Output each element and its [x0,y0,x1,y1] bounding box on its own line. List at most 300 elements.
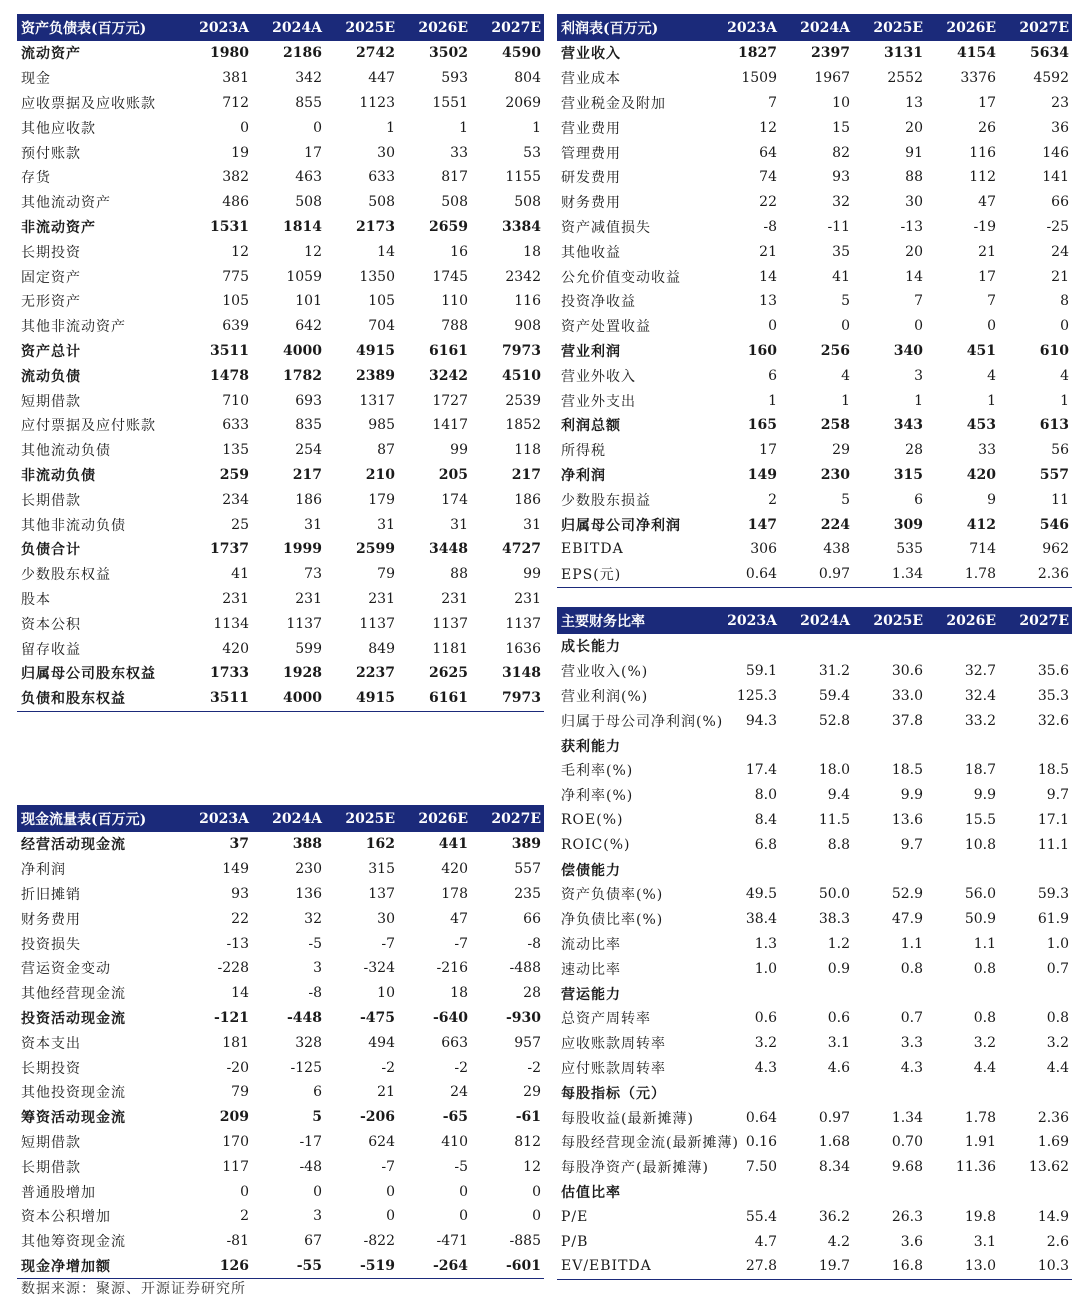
value-cell: 231 [441,590,468,607]
value-cell: 99 [523,566,541,583]
value-cell: 26 [978,119,996,136]
value-cell: 15 [832,119,850,136]
value-cell: -324 [363,960,395,977]
value-cell: -216 [436,960,468,977]
row-label: 营业外支出 [561,393,636,410]
value-cell: 4727 [502,541,541,558]
value-cell: 1.1 [900,935,923,952]
table-row [17,981,544,1006]
row-label: 投资活动现金流 [21,1010,126,1027]
value-cell: 0.97 [818,1109,850,1126]
value-cell: 1417 [432,417,468,434]
value-cell: 88 [905,169,923,186]
value-cell [780,981,853,1006]
table-row [17,931,544,956]
value-cell: 4915 [325,686,398,711]
value-cell: 258 [820,417,850,434]
value-cell: 0 [313,1183,322,1200]
row-label: ROE(%) [561,811,624,828]
value-cell: 254 [295,442,322,459]
table-row [557,1130,1072,1155]
row-label: 毛利率(%) [561,763,634,780]
value-cell: 22 [759,194,777,211]
value-cell: 8 [1060,293,1069,310]
value-cell: 10 [377,985,395,1002]
table-row [557,684,1072,709]
value-cell: 710 [222,392,249,409]
year-header: 2024A [780,607,853,634]
value-cell [999,1180,1072,1205]
value-cell [999,981,1072,1006]
value-cell: 93 [231,885,249,902]
value-cell: 1.1 [973,935,996,952]
value-cell: 1999 [283,541,322,558]
value-cell: 9.68 [891,1159,923,1176]
table-row [557,314,1072,339]
income-statement-grid [557,14,1072,588]
value-cell: 11.1 [1037,836,1069,853]
value-cell: 56 [1051,442,1069,459]
value-cell: 41 [231,566,249,583]
value-cell: 2397 [811,45,850,62]
section-row [17,661,544,686]
value-cell: 315 [368,861,395,878]
year-header: 2026E [398,14,471,41]
value-cell [780,857,853,882]
value-cell: 61.9 [1037,911,1069,928]
value-cell: 343 [893,417,923,434]
value-cell: 29 [832,442,850,459]
value-cell: 126 [179,1254,252,1279]
value-cell: -640 [432,1009,468,1026]
value-cell: 32 [832,194,850,211]
row-label: 资产减值损失 [561,219,651,236]
value-cell: 0.8 [973,960,996,977]
table-row [557,1204,1072,1229]
value-cell: 1.91 [964,1134,996,1151]
row-label: 估值比率 [561,1184,621,1201]
row-label: 其他流动负债 [21,443,111,460]
value-cell: 181 [222,1034,249,1051]
section-row [17,832,544,857]
value-cell [707,1180,780,1205]
value-cell: 2237 [356,665,395,682]
value-cell: 382 [222,169,249,186]
value-cell: 342 [295,70,322,87]
row-label: 存货 [21,170,51,187]
value-cell: 0 [459,1183,468,1200]
value-cell: 19.8 [964,1208,996,1225]
section-row [557,634,1072,659]
value-cell: -8 [308,985,322,1002]
value-cell: 14 [377,243,395,260]
value-cell: 4.7 [754,1233,777,1250]
value-cell: 1745 [432,268,468,285]
value-cell: 112 [969,169,996,186]
row-label: 应收账款周转率 [561,1036,666,1053]
value-cell: 4592 [1033,70,1069,87]
year-header: 2026E [926,14,999,41]
value-cell: 1980 [210,45,249,62]
value-cell: 31 [304,516,322,533]
income-statement-table [557,14,1072,588]
table-row [17,956,544,981]
value-cell: 149 [222,861,249,878]
value-cell: 508 [441,194,468,211]
year-header: 2026E [926,607,999,634]
value-cell: 135 [222,442,249,459]
value-cell: -2 [527,1059,541,1076]
value-cell: 0 [768,318,777,335]
row-label: EPS(元) [557,562,707,587]
value-cell: 36.2 [818,1208,850,1225]
section-row [17,686,544,711]
value-cell: -2 [381,1059,395,1076]
value-cell: 38.4 [745,911,777,928]
value-cell: 438 [823,541,850,558]
table-row [557,1155,1072,1180]
row-label: 折旧摊销 [21,886,81,903]
value-cell: 1852 [505,417,541,434]
section-row [557,413,1072,438]
value-cell: 775 [222,268,249,285]
value-cell: 1123 [359,94,395,111]
value-cell: 1.69 [1037,1134,1069,1151]
row-label: 成长能力 [561,639,621,656]
financial-ratios-table [557,607,1072,1280]
value-cell: 18.5 [891,762,923,779]
table-row [17,1055,544,1080]
value-cell: 94.3 [745,712,777,729]
value-cell: 19 [231,144,249,161]
row-label: 净利润 [561,467,606,484]
value-cell: 309 [893,516,923,533]
row-label: 营业收入 [561,46,621,63]
value-cell: 21 [377,1084,395,1101]
value-cell: 1181 [432,640,468,657]
row-label: 应收票据及应收账款 [21,95,156,112]
value-cell [780,634,853,659]
value-cell: 0.6 [754,1010,777,1027]
table-row [557,1056,1072,1081]
cash-flow-table [17,805,544,1279]
value-cell: 59.4 [818,687,850,704]
value-cell: 18 [450,985,468,1002]
row-label: 所得税 [561,443,606,460]
value-cell: 165 [747,417,777,434]
row-label: P/B [561,1233,589,1250]
value-cell: 4000 [252,686,325,711]
value-cell: 3.3 [900,1035,923,1052]
table-row [557,956,1072,981]
table-row [17,1204,544,1229]
value-cell: 8.34 [818,1159,850,1176]
value-cell: 66 [1051,194,1069,211]
value-cell: 817 [441,169,468,186]
table-row [17,190,544,215]
table-title: 利润表(百万元) [557,14,707,41]
value-cell: 420 [222,640,249,657]
value-cell: 56.0 [964,886,996,903]
value-cell: 9.4 [827,787,850,804]
value-cell: -19 [973,218,996,235]
value-cell: 33 [978,442,996,459]
row-label: 其他经营现金流 [21,986,126,1003]
table-header-row [17,805,544,832]
value-cell: 18.5 [1037,762,1069,779]
value-cell: 93 [832,169,850,186]
year-header: 2023A [707,14,780,41]
row-label: 其他筹资现金流 [21,1234,126,1251]
value-cell: 8.4 [754,811,777,828]
value-cell: 15.5 [964,811,996,828]
table-row [17,66,544,91]
row-label: 筹资活动现金流 [21,1110,126,1127]
table-row [557,1105,1072,1130]
row-label: 长期投资 [21,1060,81,1077]
value-cell: 31 [450,516,468,533]
value-cell: -228 [217,960,249,977]
value-cell: 557 [1039,466,1069,483]
value-cell: 557 [514,861,541,878]
value-cell: 0.70 [891,1134,923,1151]
row-label: 研发费用 [561,170,621,187]
table-row [557,562,1072,587]
value-cell: 19.7 [780,1254,853,1279]
value-cell: 35.3 [1037,687,1069,704]
value-cell [853,634,926,659]
value-cell: 3376 [960,70,996,87]
value-cell: 663 [441,1034,468,1051]
value-cell: 1814 [283,218,322,235]
value-cell: -206 [359,1109,395,1126]
value-cell: 5 [312,1109,322,1126]
value-cell: 29 [523,1084,541,1101]
value-cell: 1.0 [1046,935,1069,952]
value-cell: 3.6 [900,1233,923,1250]
value-cell: 613 [1039,417,1069,434]
value-cell: 21 [1051,268,1069,285]
value-cell: 1317 [359,392,395,409]
row-label: EV/EBITDA [557,1254,707,1279]
table-row [557,363,1072,388]
value-cell: 624 [368,1133,395,1150]
value-cell [707,634,780,659]
table-header-row [557,14,1072,41]
year-header: 2026E [398,805,471,832]
value-cell: 0 [987,318,996,335]
row-label: 每股指标（元） [561,1085,666,1102]
value-cell [853,733,926,758]
section-row [17,1105,544,1130]
value-cell: 20 [905,119,923,136]
year-header: 2023A [707,607,780,634]
value-cell: 0 [532,1208,541,1225]
value-cell [780,1180,853,1205]
table-row [17,413,544,438]
value-cell: -125 [290,1059,322,1076]
value-cell: 1 [841,392,850,409]
section-row [17,215,544,240]
section-row [17,463,544,488]
value-cell: 105 [222,293,249,310]
section-row [557,1180,1072,1205]
value-cell: -471 [436,1233,468,1250]
value-cell: -7 [381,935,395,952]
table-row [17,1179,544,1204]
value-cell: 8.8 [827,836,850,853]
value-cell: 0.64 [707,562,780,587]
value-cell: 9.7 [900,836,923,853]
value-cell: 67 [304,1233,322,1250]
value-cell: 32 [304,910,322,927]
row-label: 少数股东权益 [21,567,111,584]
table-row [17,1154,544,1179]
value-cell: 1531 [210,218,249,235]
value-cell: 3 [313,960,322,977]
value-cell: 205 [438,466,468,483]
section-row [557,512,1072,537]
value-cell: 1.34 [853,562,926,587]
value-cell: 4.3 [754,1059,777,1076]
value-cell: 259 [219,466,249,483]
value-cell: 33.2 [964,712,996,729]
table-row [17,388,544,413]
row-label: 投资净收益 [561,294,636,311]
value-cell: -25 [1046,218,1069,235]
row-label: 现金 [21,71,51,88]
row-label: 其他收益 [561,244,621,261]
value-cell: 3 [914,367,923,384]
value-cell [926,634,999,659]
value-cell: -20 [226,1059,249,1076]
row-label: 长期投资 [21,244,81,261]
table-row [17,1030,544,1055]
value-cell: 1 [768,392,777,409]
value-cell: 217 [292,466,322,483]
value-cell: -885 [509,1233,541,1250]
value-cell [926,1080,999,1105]
value-cell: 1509 [741,70,777,87]
value-cell: -5 [308,935,322,952]
value-cell: 79 [377,566,395,583]
value-cell: 3502 [429,45,468,62]
value-cell: 0 [841,318,850,335]
value-cell: 14.9 [1037,1208,1069,1225]
balance-sheet-grid [17,14,544,712]
value-cell: 41 [832,268,850,285]
value-cell: 639 [222,318,249,335]
value-cell: 2342 [505,268,541,285]
table-row [557,832,1072,857]
row-label: 经营活动现金流 [21,837,126,854]
row-label: 公允价值变动收益 [561,269,681,286]
year-header: 2024A [252,805,325,832]
value-cell [853,1180,926,1205]
table-row [17,239,544,264]
value-cell: 1137 [432,615,468,632]
value-cell: 87 [377,442,395,459]
row-label: 归属于母公司净利润(%) [561,713,724,730]
value-cell [707,733,780,758]
value-cell: 117 [222,1158,249,1175]
value-cell: 37.8 [891,712,923,729]
table-row [557,165,1072,190]
value-cell: 1137 [505,615,541,632]
value-cell: 24 [450,1084,468,1101]
value-cell: 18.0 [818,762,850,779]
value-cell: 3511 [179,686,252,711]
value-cell: 13.62 [1028,1159,1069,1176]
value-cell: 508 [514,194,541,211]
table-row [557,708,1072,733]
value-cell: 451 [966,342,996,359]
value-cell: 712 [222,94,249,111]
row-label: 营业利润 [561,343,621,360]
value-cell: -7 [454,935,468,952]
table-row [557,1229,1072,1254]
value-cell: 381 [222,70,249,87]
table-row [557,115,1072,140]
value-cell: 231 [514,590,541,607]
value-cell: 21 [759,243,777,260]
value-cell: -11 [827,218,850,235]
year-header: 2025E [325,14,398,41]
value-cell: 1733 [210,665,249,682]
row-label: 短期借款 [21,1134,81,1151]
value-cell: 17 [759,442,777,459]
value-cell: 101 [295,293,322,310]
value-cell: 256 [820,342,850,359]
value-cell: 410 [441,1133,468,1150]
value-cell: 2173 [356,218,395,235]
value-cell: 224 [820,516,850,533]
value-cell: 9 [987,491,996,508]
row-label: 净负债比率(%) [561,912,664,929]
value-cell: 13.6 [891,811,923,828]
value-cell: 4.3 [900,1059,923,1076]
row-label: 营运能力 [561,986,621,1003]
value-cell: -448 [286,1009,322,1026]
value-cell: 835 [295,417,322,434]
row-label: 资产负债率(%) [561,887,664,904]
value-cell: 3131 [884,45,923,62]
year-header: 2023A [179,805,252,832]
value-cell: 1 [914,392,923,409]
section-row [557,463,1072,488]
value-cell: 0 [386,1183,395,1200]
value-cell: 546 [1039,516,1069,533]
value-cell: 0 [313,119,322,136]
year-header: 2025E [853,607,926,634]
value-cell: 230 [295,861,322,878]
year-header: 2024A [252,14,325,41]
value-cell: 2 [768,491,777,508]
value-cell: 420 [966,466,996,483]
value-cell: 9.7 [1046,787,1069,804]
value-cell: 0.8 [973,1010,996,1027]
value-cell: 31 [523,516,541,533]
value-cell: 0 [1060,318,1069,335]
value-cell: 116 [514,293,541,310]
value-cell: 633 [222,417,249,434]
value-cell: 0.64 [745,1109,777,1126]
row-label: 利润总额 [561,418,621,435]
value-cell: 1928 [283,665,322,682]
row-label: 资本支出 [21,1035,81,1052]
value-cell: 0.6 [827,1010,850,1027]
value-cell: 30 [377,144,395,161]
